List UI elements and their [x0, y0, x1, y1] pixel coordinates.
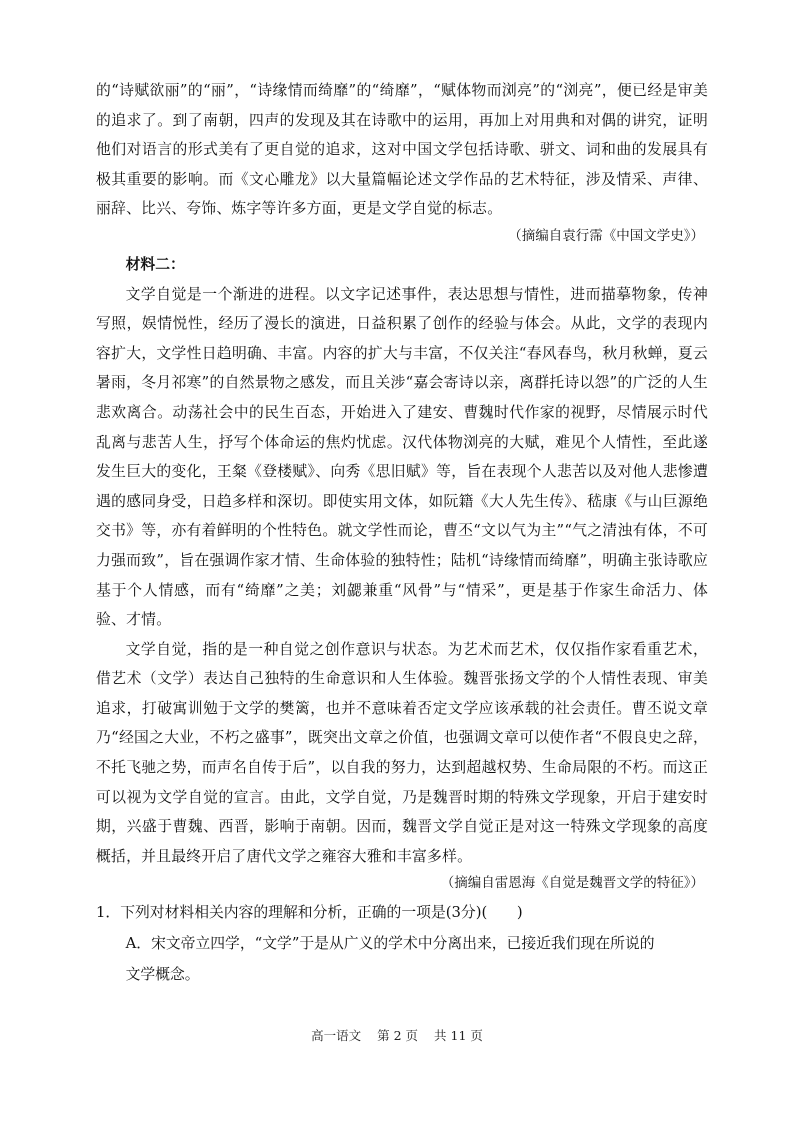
exam-page-body [96, 76, 708, 990]
footer-page-number: 第 2 页 [377, 1028, 419, 1043]
material2-heading: 材料二： [125, 255, 185, 273]
material2-source: （摘编自雷恩海《自觉是魏晋文学的特征》） [440, 875, 704, 892]
question-1-option-a-continued: 文学概念。 [125, 966, 200, 984]
footer-subject: 高一语文 [311, 1028, 362, 1043]
footer-total-pages: 共 11 页 [434, 1028, 483, 1043]
question-1-option-a: A．宋文帝立四学，“文学”于是从广义的学术中分离出来，已接近我们现在所说的 [125, 935, 655, 953]
material1-paragraph-tail: 的“诗赋欲丽”的“丽”，“诗缘情而绮靡”的“绮靡”，“赋体物而浏亮”的“浏亮”，便已经是审美的追求了。到了南朝，四声的发现及其在诗歌中的运用，再加上对用典和对偶的讲究，证明他们对语言的形式美有了更自觉的追求，这对中国文学包括诗歌、骈文、词和曲的发展具有极其重要的影响。而《文心雕龙》以大量篇幅论述文学作品的艺术特征，涉及情采、声律、丽辞、比兴、夸饰、炼字等许多方面，更是文学自觉的标志。 [96, 82, 708, 218]
page-footer [0, 1026, 794, 1044]
material1-source: （摘编自袁行霈《中国文学史》） [508, 227, 704, 244]
material2-paragraph-1: 文学自觉是一个渐进的进程。以文字记述事件，表达思想与情性，进而描摹物象，传神写照，娱情悦性，经历了漫长的演进，日益积累了创作的经验与体会。从此，文学的表现内容扩大，文学性日趋明确、丰富。内容的扩大与丰富，不仅关注“春风春鸟，秋月秋蝉，夏云暑雨，冬月祁寒”的自然景物之感发，而且关涉“嘉会寄诗以亲，离群托诗以怨”的广泛的人生悲欢离合。动荡社会中的民生百态，开始进入了建安、曹魏时代作家的视野，尽情展示时代乱离与悲苦人生，抒写个体命运的焦灼忧虑。汉代体物浏亮的大赋，难见个人情性，至此遂发生巨大的变化，王粲《登楼赋》、向秀《思旧赋》等，旨在表现个人悲苦以及对他人悲惨遭遇的感同身受，日趋多样和深切。即使实用文体，如阮籍《大人先生传》、嵇康《与山巨源绝交书》等，亦有着鲜明的个性特色。就文学性而论，曹丕“文以气为主”“气之清浊有体，不可力强而致”，旨在强调作家才情、生命体验的独特性；陆机“诗缘情而绮靡”，明确主张诗歌应基于个人情感，而有“绮靡”之美；刘勰兼重“风骨”与“情采”，更是基于作家生命活力、体验、才情。 [96, 285, 708, 629]
material2-paragraph-2: 文学自觉，指的是一种自觉之创作意识与状态。为艺术而艺术，仅仅指作家看重艺术，借艺术（文学）表达自己独特的生命意识和人生体验。魏晋张扬文学的个人情性表现、审美追求，打破寓训勉于文学的樊篱，也并不意味着否定文学应该承载的社会责任。曹丕说文章乃“经国之大业，不朽之盛事”，既突出文章之价值，也强调文章可以使作者“不假良史之辞，不托飞驰之势，而声名自传于后”，以自我的努力，达到超越权势、生命局限的不朽。而这正可以视为文学自觉的宣言。由此，文学自觉，乃是魏晋时期的特殊文学现象，开启于建安时期，兴盛于曹魏、西晋，影响于南朝。因而，魏晋文学自觉正是对这一特殊文学现象的高度概括，并且最终开启了唐代文学之雍容大雅和丰富多样。 [96, 640, 708, 865]
question-1-stem: 1．下列对材料相关内容的理解和分析，正确的一项是(3分)( ) [96, 904, 523, 922]
